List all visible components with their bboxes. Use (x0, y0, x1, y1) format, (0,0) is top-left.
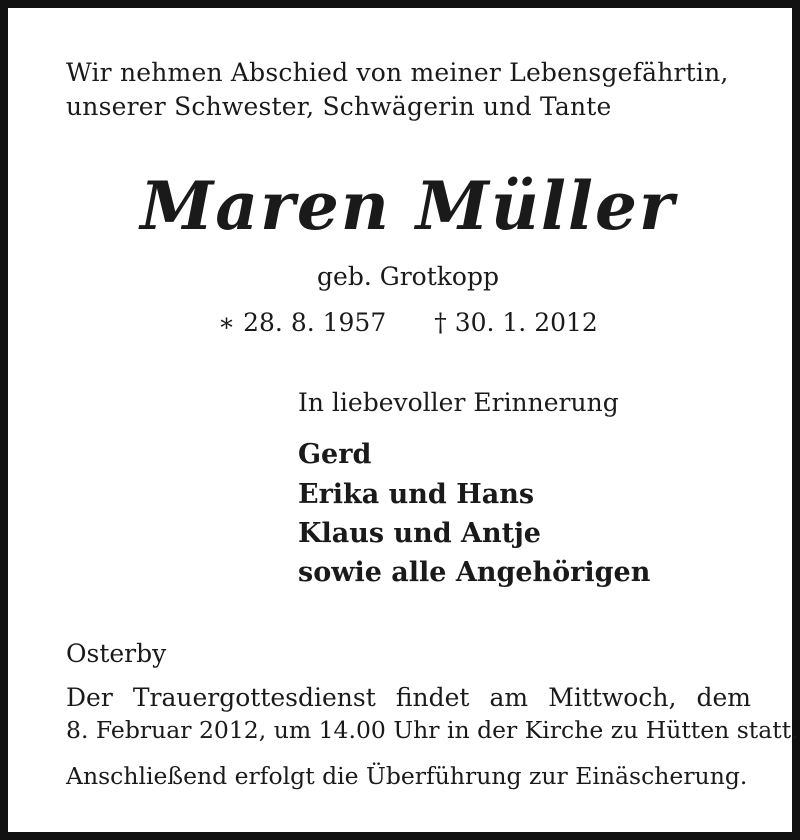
service-word: Mittwoch, (548, 683, 677, 712)
deceased-name: Maren Müller (140, 167, 676, 245)
service-word: Der (66, 683, 113, 712)
service-line-2: 8. Februar 2012, um 14.00 Uhr in der Kirche zu Hütten statt. (66, 716, 799, 744)
service-word: Trauergottesdienst (132, 683, 376, 712)
mourner-2: Erika und Hans (298, 479, 535, 510)
service-word: dem (696, 683, 751, 712)
mourner-3: Klaus und Antje (298, 518, 541, 549)
birth-name: geb. Grotkopp (317, 262, 499, 291)
service-line-1 (66, 682, 751, 714)
service-word: am (489, 683, 529, 712)
mourner-4: sowie alle Angehörigen (298, 557, 651, 588)
death-date: † 30. 1. 2012 (434, 308, 598, 337)
mourner-1: Gerd (298, 439, 372, 470)
intro-line-1: Wir nehmen Abschied von meiner Lebensgefährtin, (66, 58, 729, 87)
life-dates (8, 306, 800, 340)
birth-date: ∗ 28. 8. 1957 (218, 308, 387, 337)
service-line-3: Anschließend erfolgt die Überführung zur Einäscherung. (66, 762, 748, 790)
service-word: findet (395, 683, 470, 712)
intro-line-2: unserer Schwester, Schwägerin und Tante (66, 92, 612, 121)
memory-line: In liebevoller Erinnerung (298, 388, 619, 417)
place: Osterby (66, 639, 167, 668)
